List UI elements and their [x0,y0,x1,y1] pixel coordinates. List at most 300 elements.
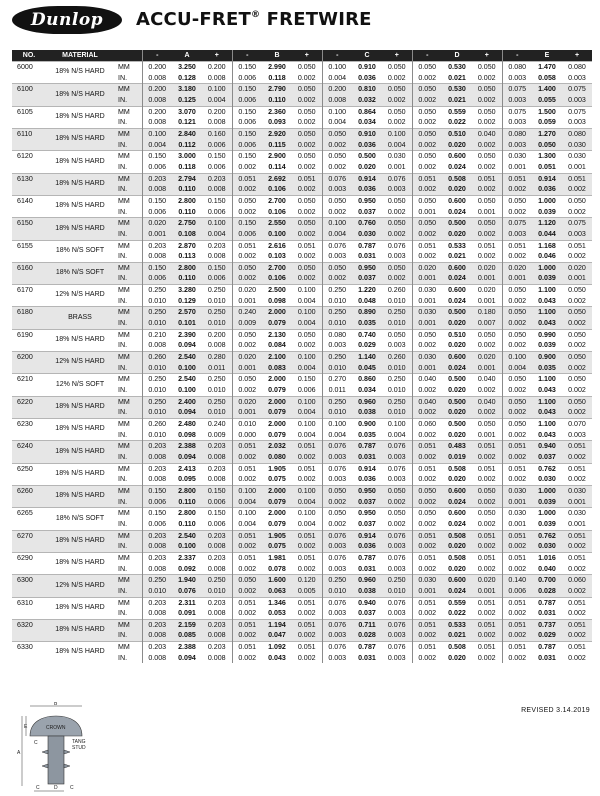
fret-number: 6260 [12,485,46,507]
table-row [12,508,592,519]
material-cell: 18% N/S HARD [46,396,114,418]
value-cell: 0.010 [382,318,412,329]
value-cell: 0.051 [562,173,592,184]
table-row [12,485,592,496]
value-cell: 0.050 [322,262,352,273]
value-cell: 2.360 [262,106,292,117]
value-cell: 2.692 [262,173,292,184]
header [12,6,592,36]
unit-cell: MM [114,128,142,139]
value-cell: 2.794 [172,173,202,184]
fret-number: 6290 [12,552,46,574]
value-cell: 0.106 [262,184,292,195]
column-header: + [202,50,232,62]
value-cell: 0.010 [207,296,226,305]
value-cell: 0.030 [562,140,592,151]
value-cell: 0.250 [202,575,232,586]
value-cell: 0.020 [448,475,466,484]
value-cell: 0.260 [142,352,172,363]
value-cell: 0.114 [268,162,286,171]
value-cell: 0.051 [412,173,442,184]
value-cell: 0.002 [232,340,262,351]
value-cell: 0.021 [448,73,466,82]
fret-number: 6310 [12,597,46,619]
value-cell: 0.002 [232,452,262,463]
column-header: A [172,50,202,62]
value-cell: 0.002 [232,653,262,664]
value-cell: 0.002 [568,341,586,350]
value-cell: 0.500 [442,307,472,318]
value-cell: 0.010 [142,296,172,307]
value-cell: 0.762 [532,530,562,541]
value-cell: 0.002 [322,273,352,284]
value-cell: 0.051 [502,530,532,541]
value-cell: 0.080 [562,128,592,139]
value-cell: 0.008 [142,117,172,128]
unit-cell: IN. [118,609,128,618]
fret-number: 6300 [12,575,46,597]
material-cell: 18% N/S HARD [46,128,114,150]
value-cell: 0.050 [232,374,262,385]
value-cell: 0.008 [322,95,352,106]
value-cell: 0.076 [322,240,352,251]
value-cell: 0.950 [352,485,382,496]
value-cell: 0.510 [442,128,472,139]
unit-cell: IN. [118,564,128,573]
value-cell: 0.002 [562,586,592,597]
value-cell: 0.003 [382,630,412,641]
value-cell: 0.036 [352,184,382,195]
unit-cell: IN. [118,341,128,350]
value-cell: 0.050 [502,374,532,385]
value-cell: 0.050 [382,84,412,95]
value-cell: 0.100 [172,541,202,552]
material-cell: 18% N/S SOFT [46,240,114,262]
value-cell: 0.037 [358,609,376,618]
material-cell: 18% N/S HARD [46,62,114,84]
unit-cell: MM [114,530,142,541]
value-cell: 0.050 [412,195,442,206]
value-cell: 0.008 [207,73,226,82]
value-cell: 0.200 [202,106,232,117]
value-cell: 0.051 [412,552,442,563]
value-cell: 0.150 [202,508,232,519]
value-cell: 0.051 [292,240,322,251]
value-cell: 0.051 [232,173,262,184]
value-cell: 0.050 [232,262,262,273]
value-cell: 0.240 [232,307,262,318]
column-header: E [532,50,562,62]
value-cell: 0.076 [322,642,352,653]
value-cell: 0.118 [178,162,196,171]
value-cell: 0.002 [502,430,532,441]
value-cell: 0.030 [412,575,442,586]
unit-cell: MM [114,463,142,474]
value-cell: 0.075 [262,541,292,552]
value-cell: 0.008 [142,541,172,552]
material-cell: BRASS [46,307,114,329]
value-cell: 0.003 [322,541,352,552]
table-row [12,419,592,430]
fret-number: 6180 [12,307,46,329]
value-cell: 2.000 [262,374,292,385]
value-cell: 0.500 [442,374,472,385]
value-cell: 0.076 [382,552,412,563]
value-cell: 0.020 [232,396,262,407]
value-cell: 0.050 [382,62,412,73]
fret-number: 6000 [12,62,46,84]
value-cell: 0.150 [142,151,172,162]
value-cell: 2.700 [262,195,292,206]
value-cell: 0.100 [322,62,352,73]
value-cell: 0.787 [352,552,382,563]
value-cell: 0.051 [232,240,262,251]
value-cell: 1.100 [532,396,562,407]
value-cell: 0.036 [358,475,376,484]
unit-cell: IN. [114,229,142,240]
value-cell: 0.533 [442,240,472,251]
value-cell: 0.078 [268,564,286,573]
value-cell: 0.001 [412,273,442,284]
value-cell: 0.050 [232,329,262,340]
value-cell: 0.051 [292,642,322,653]
value-cell: 0.002 [568,609,586,618]
value-cell: 0.010 [202,586,232,597]
value-cell: 0.050 [292,195,322,206]
value-cell: 0.203 [142,240,172,251]
value-cell: 0.094 [178,341,196,350]
value-cell: 0.002 [297,341,316,350]
value-cell: 0.010 [382,586,412,597]
value-cell: 0.003 [322,474,352,485]
value-cell: 0.002 [232,630,262,641]
value-cell: 0.740 [352,329,382,340]
value-cell: 0.960 [352,396,382,407]
value-cell: 0.100 [502,352,532,363]
fret-number: 6140 [12,195,46,217]
value-cell: 0.008 [142,452,172,463]
value-cell: 0.260 [382,352,412,363]
value-cell: 0.076 [382,619,412,630]
value-cell: 0.002 [472,229,502,240]
value-cell: 2.000 [262,485,292,496]
value-cell: 0.080 [322,329,352,340]
value-cell: 0.008 [142,630,172,641]
value-cell: 0.050 [532,140,562,151]
value-cell: 0.076 [322,552,352,563]
column-header: + [562,50,592,62]
value-cell: 0.002 [412,474,442,485]
value-cell: 0.787 [352,642,382,653]
value-cell: 0.034 [358,118,376,127]
value-cell: 0.002 [412,430,442,441]
value-cell: 0.004 [322,430,352,441]
value-cell: 0.002 [562,452,592,463]
table-row [12,128,592,139]
value-cell: 0.810 [352,84,382,95]
value-cell: 0.050 [502,329,532,340]
value-cell: 0.100 [322,106,352,117]
value-cell: 0.098 [178,430,196,439]
value-cell: 0.100 [292,508,322,519]
unit-cell: IN. [114,140,142,151]
value-cell: 0.600 [442,352,472,363]
value-cell: 0.020 [448,564,466,573]
value-cell: 0.203 [202,173,232,184]
value-cell: 0.100 [292,396,322,407]
value-cell: 0.002 [297,564,316,573]
value-cell: 0.035 [358,430,376,439]
value-cell: 2.790 [262,84,292,95]
value-cell: 0.002 [382,273,412,284]
value-cell: 0.002 [412,564,442,575]
fret-number: 6110 [12,128,46,150]
unit-cell: MM [114,441,142,452]
value-cell: 0.006 [142,497,172,508]
value-cell: 0.002 [322,519,352,530]
value-cell: 0.046 [538,252,556,261]
value-cell: 0.030 [562,151,592,162]
fret-number: 6250 [12,463,46,485]
column-header: - [142,50,172,62]
value-cell: 2.000 [262,419,292,430]
value-cell: 0.008 [142,184,172,195]
value-cell: 0.002 [562,363,592,374]
value-cell: 0.020 [472,285,502,296]
fret-number: 6120 [12,151,46,173]
value-cell: 0.002 [232,162,262,173]
value-cell: 0.002 [412,452,442,463]
value-cell: 0.006 [232,95,262,106]
column-header: + [382,50,412,62]
value-cell: 2.500 [262,285,292,296]
value-cell: 0.002 [562,630,592,641]
value-cell: 0.051 [502,463,532,474]
value-cell: 0.002 [412,630,442,641]
value-cell: 0.044 [532,229,562,240]
value-cell: 0.002 [568,207,586,216]
value-cell: 0.002 [322,162,352,173]
value-cell: 0.100 [382,128,412,139]
value-cell: 0.150 [232,151,262,162]
value-cell: 0.150 [142,195,172,206]
value-cell: 0.051 [472,530,502,541]
value-cell: 0.008 [207,252,226,261]
value-cell: 0.051 [412,619,442,630]
value-cell: 0.006 [232,140,262,151]
unit-cell: MM [114,329,142,340]
value-cell: 0.002 [232,541,262,552]
value-cell: 0.002 [502,452,532,463]
table-row [12,84,592,95]
value-cell: 0.002 [568,653,586,662]
unit-cell: MM [114,262,142,273]
value-cell: 2.311 [172,597,202,608]
value-cell: 0.010 [232,419,262,430]
value-cell: 0.250 [322,396,352,407]
value-cell: 0.008 [142,95,172,106]
value-cell: 0.101 [172,318,202,329]
value-cell: 0.008 [142,653,172,664]
table-row [12,619,592,630]
value-cell: 0.051 [562,552,592,563]
value-cell: 0.003 [562,95,592,106]
value-cell: 0.050 [502,285,532,296]
value-cell: 1.100 [532,307,562,318]
value-cell: 0.050 [322,151,352,162]
fret-number: 6200 [12,352,46,374]
value-cell: 0.093 [268,118,286,127]
value-cell: 0.003 [322,653,352,664]
value-cell: 0.510 [442,329,472,340]
value-cell: 0.010 [322,407,352,418]
value-cell: 0.075 [502,84,532,95]
value-cell: 0.003 [568,73,586,82]
value-cell: 0.051 [472,642,502,653]
value-cell: 0.076 [322,441,352,452]
value-cell: 0.050 [322,508,352,519]
value-cell: 0.002 [412,140,442,151]
value-cell: 2.540 [172,530,202,541]
value-cell: 1.220 [352,285,382,296]
value-cell: 0.002 [562,541,592,552]
value-cell: 0.051 [292,530,322,541]
value-cell: 0.004 [142,140,172,151]
value-cell: 0.011 [202,363,232,374]
value-cell: 1.940 [172,575,202,586]
value-cell: 0.020 [232,285,262,296]
value-cell: 0.203 [142,441,172,452]
value-cell: 0.010 [387,296,406,305]
unit-cell: MM [114,374,142,385]
value-cell: 0.021 [442,95,472,106]
value-cell: 0.006 [142,519,172,530]
value-cell: 0.002 [568,252,586,261]
value-cell: 0.002 [387,207,406,216]
value-cell: 0.002 [322,140,352,151]
value-cell: 0.020 [472,262,502,273]
column-header: - [412,50,442,62]
value-cell: 0.002 [502,184,532,195]
fret-tang-shape [48,736,64,784]
value-cell: 0.006 [142,207,172,218]
value-cell: 0.010 [202,318,232,329]
value-cell: 0.004 [297,519,316,528]
value-cell: 0.050 [412,62,442,73]
value-cell: 0.079 [268,386,286,395]
value-cell: 0.040 [412,396,442,407]
table-row [12,374,592,385]
unit-cell: MM [114,396,142,407]
value-cell: 0.050 [292,106,322,117]
fret-number: 6160 [12,262,46,284]
value-cell: 0.002 [412,340,442,351]
unit-cell: IN. [118,653,128,662]
material-cell: 18% N/S HARD [46,530,114,552]
value-cell: 0.150 [202,485,232,496]
material-cell: 12% N/S HARD [46,352,114,374]
value-cell: 0.080 [502,62,532,73]
value-cell: 0.787 [352,441,382,452]
value-cell: 0.250 [322,575,352,586]
value-cell: 0.008 [207,609,226,618]
column-header: MATERIAL [46,50,114,62]
value-cell: 0.008 [207,475,226,484]
value-cell: 0.050 [412,106,442,117]
value-cell: 0.002 [382,229,412,240]
value-cell: 0.058 [538,73,556,82]
value-cell: 0.002 [297,653,316,662]
value-cell: 0.150 [202,262,232,273]
value-cell: 0.085 [172,630,202,641]
value-cell: 0.002 [232,474,262,485]
material-cell: 18% N/S HARD [46,173,114,195]
value-cell: 0.076 [322,463,352,474]
value-cell: 0.050 [292,262,322,273]
value-cell: 0.002 [322,497,352,508]
value-cell: 0.150 [232,218,262,229]
value-cell: 0.003 [322,630,352,641]
unit-cell: IN. [114,363,142,374]
value-cell: 0.050 [502,396,532,407]
value-cell: 0.001 [232,407,262,418]
unit-cell: MM [114,352,142,363]
value-cell: 0.032 [352,95,382,106]
value-cell: 0.001 [472,586,502,597]
value-cell: 0.106 [268,207,286,216]
value-cell: 0.050 [472,419,502,430]
value-cell: 0.914 [352,173,382,184]
value-cell: 0.914 [532,173,562,184]
value-cell: 0.050 [292,84,322,95]
value-cell: 0.150 [292,374,322,385]
value-cell: 0.004 [322,229,352,240]
value-cell: 3.280 [172,285,202,296]
value-cell: 0.002 [477,341,496,350]
value-cell: 0.083 [262,363,292,374]
value-cell: 0.051 [502,552,532,563]
value-cell: 0.020 [412,262,442,273]
value-cell: 0.047 [262,630,292,641]
value-cell: 1.500 [532,106,562,117]
value-cell: 0.940 [532,441,562,452]
value-cell: 0.020 [442,229,472,240]
value-cell: 0.035 [352,318,382,329]
fret-stud-left [42,750,48,768]
value-cell: 0.150 [142,508,172,519]
value-cell: 1.194 [262,619,292,630]
value-cell: 0.100 [292,485,322,496]
value-cell: 0.030 [562,485,592,496]
value-cell: 0.004 [382,140,412,151]
value-cell: 0.020 [448,386,466,395]
value-cell: 0.094 [172,452,202,463]
table-row [12,396,592,407]
value-cell: 0.860 [352,374,382,385]
value-cell: 0.031 [538,653,556,662]
value-cell: 0.006 [207,519,226,528]
value-cell: 1.168 [532,240,562,251]
value-cell: 0.533 [442,619,472,630]
value-cell: 0.020 [442,184,472,195]
value-cell: 0.762 [532,463,562,474]
value-cell: 0.001 [412,363,442,374]
value-cell: 0.010 [142,586,172,597]
value-cell: 0.002 [568,564,586,573]
value-cell: 0.050 [232,195,262,206]
value-cell: 0.039 [538,207,556,216]
fret-number: 6240 [12,441,46,463]
